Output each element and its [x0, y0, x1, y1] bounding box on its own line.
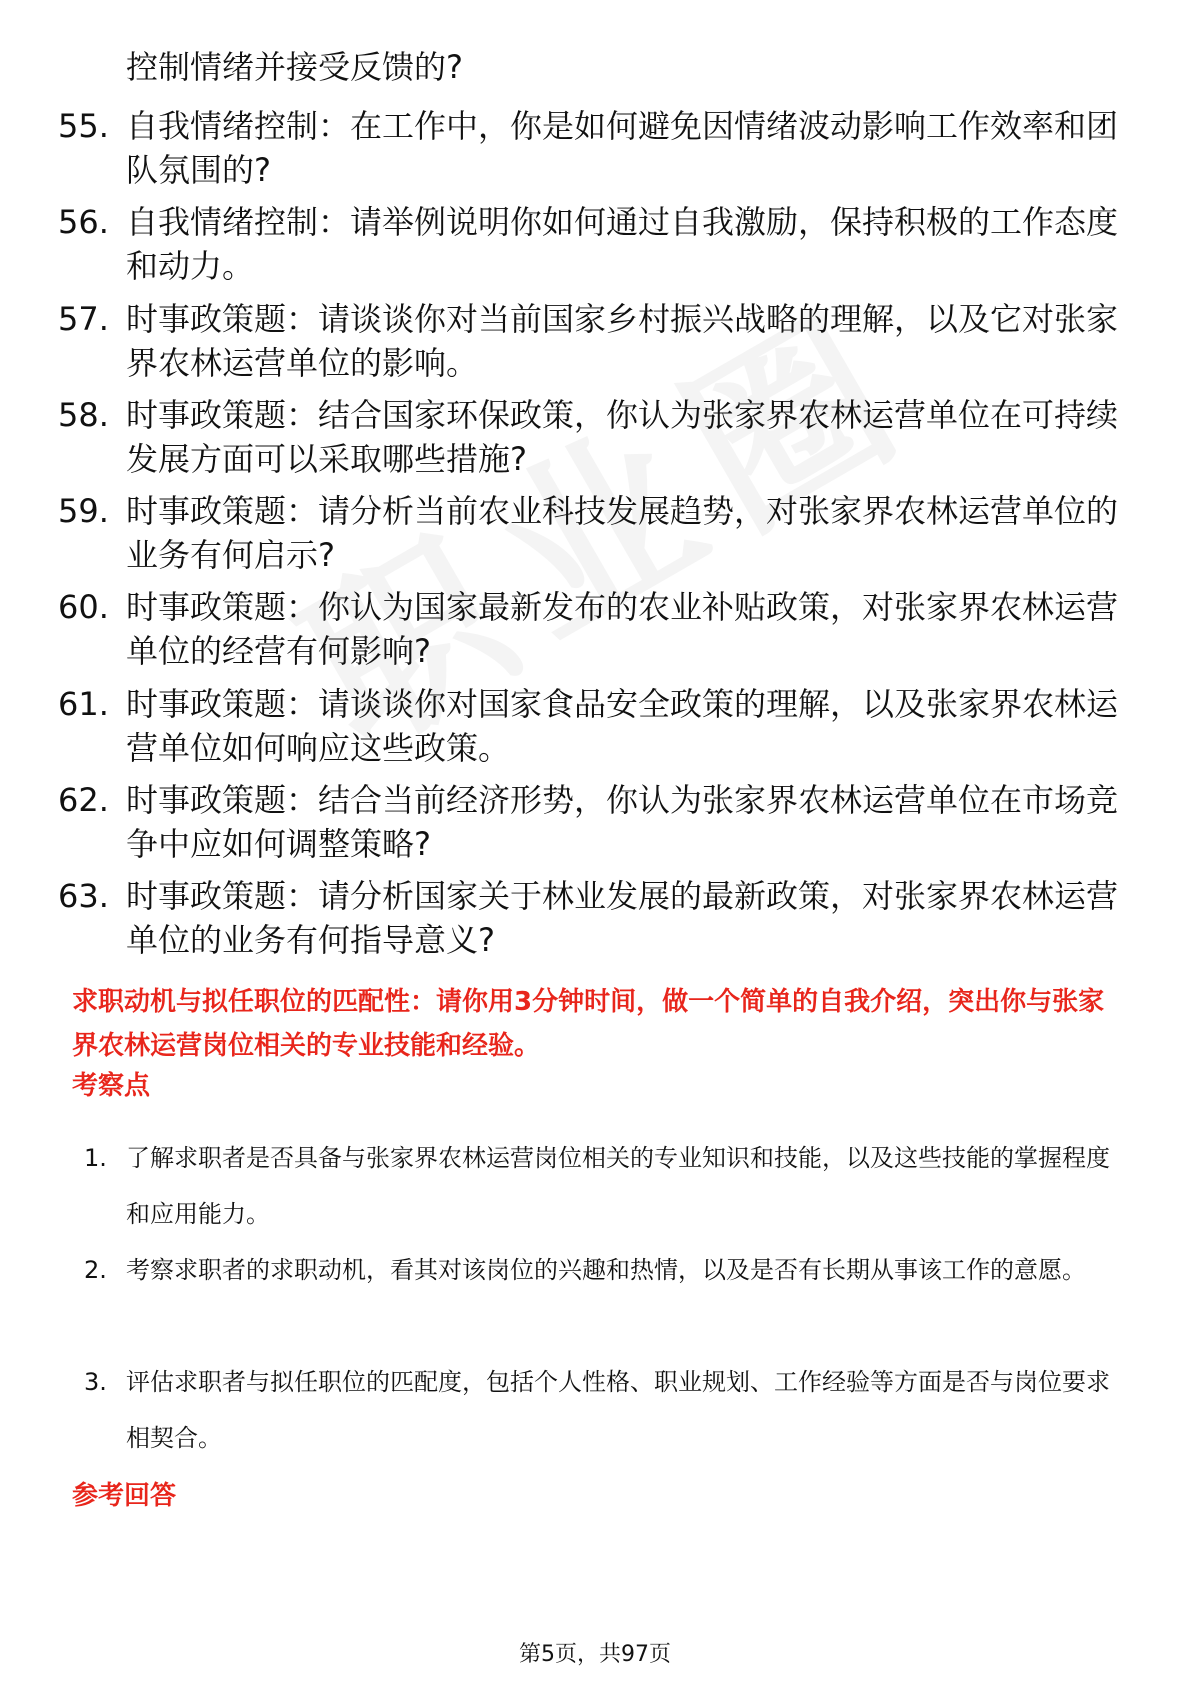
question-number: 58.: [58, 396, 109, 434]
question-number: 62.: [58, 781, 109, 819]
question-number: 59.: [58, 492, 109, 530]
featured-question: 求职动机与拟任职位的匹配性：请你用3分钟时间，做一个简单的自我介绍，突出你与张家界农林运营岗位相关的专业技能和经验。: [72, 987, 1105, 1061]
question-text: 时事政策题：结合国家环保政策，你认为张家界农林运营单位在可持续发展方面可以采取哪些措施?: [126, 396, 1119, 478]
question-number: 63.: [58, 877, 109, 915]
point-item: [84, 1354, 1124, 1466]
question-item: [58, 585, 1118, 673]
question-text: 时事政策题：你认为国家最新发布的农业补贴政策，对张家界农林运营单位的经营有何影响?: [126, 588, 1119, 670]
question-item: [58, 778, 1118, 866]
question-text: 时事政策题：请谈谈你对当前国家乡村振兴战略的理解，以及它对张家界农林运营单位的影响。: [126, 300, 1119, 382]
point-number: 3.: [84, 1368, 107, 1396]
question-number: 55.: [58, 107, 109, 145]
point-number: 1.: [84, 1144, 107, 1172]
question-text: 时事政策题：请分析国家关于林业发展的最新政策，对张家界农林运营单位的业务有何指导意义?: [126, 877, 1119, 959]
point-text: 了解求职者是否具备与张家界农林运营岗位相关的专业知识和技能，以及这些技能的掌握程度和应用能力。: [126, 1144, 1110, 1228]
point-item: [84, 1242, 1124, 1298]
point-number: 2.: [84, 1256, 107, 1284]
question-item: [58, 200, 1118, 288]
question-item: [58, 874, 1118, 962]
question-item: [58, 489, 1118, 577]
question-number: 56.: [58, 203, 109, 241]
question-number: 61.: [58, 685, 109, 723]
question-text: 时事政策题：请分析当前农业科技发展趋势，对张家界农林运营单位的业务有何启示?: [126, 492, 1119, 574]
point-text: 评估求职者与拟任职位的匹配度，包括个人性格、职业规划、工作经验等方面是否与岗位要求相契合。: [126, 1368, 1110, 1452]
question-item: [58, 682, 1118, 770]
page-number: 第5页，共97页: [519, 1642, 671, 1667]
question-item: [58, 297, 1118, 385]
question-number: 60.: [58, 588, 109, 626]
answer-heading: 参考回答: [72, 1481, 177, 1511]
question-text: 时事政策题：结合当前经济形势，你认为张家界农林运营单位在市场竞争中应如何调整策略?: [126, 781, 1119, 863]
question-text: 时事政策题：请谈谈你对国家食品安全政策的理解，以及张家界农林运营单位如何响应这些政策。: [126, 685, 1119, 767]
question-item: [58, 104, 1118, 192]
point-item: [84, 1130, 1124, 1242]
continuation-text: 控制情绪并接受反馈的?: [126, 48, 463, 86]
question-item: [58, 393, 1118, 481]
question-text: 自我情绪控制：请举例说明你如何通过自我激励，保持积极的工作态度和动力。: [126, 203, 1119, 285]
question-text: 自我情绪控制：在工作中，你是如何避免因情绪波动影响工作效率和团队氛围的?: [126, 107, 1119, 189]
section-heading: 考察点: [72, 1071, 151, 1101]
point-text: 考察求职者的求职动机，看其对该岗位的兴趣和热情，以及是否有长期从事该工作的意愿。: [126, 1256, 1086, 1284]
question-number: 57.: [58, 300, 109, 338]
